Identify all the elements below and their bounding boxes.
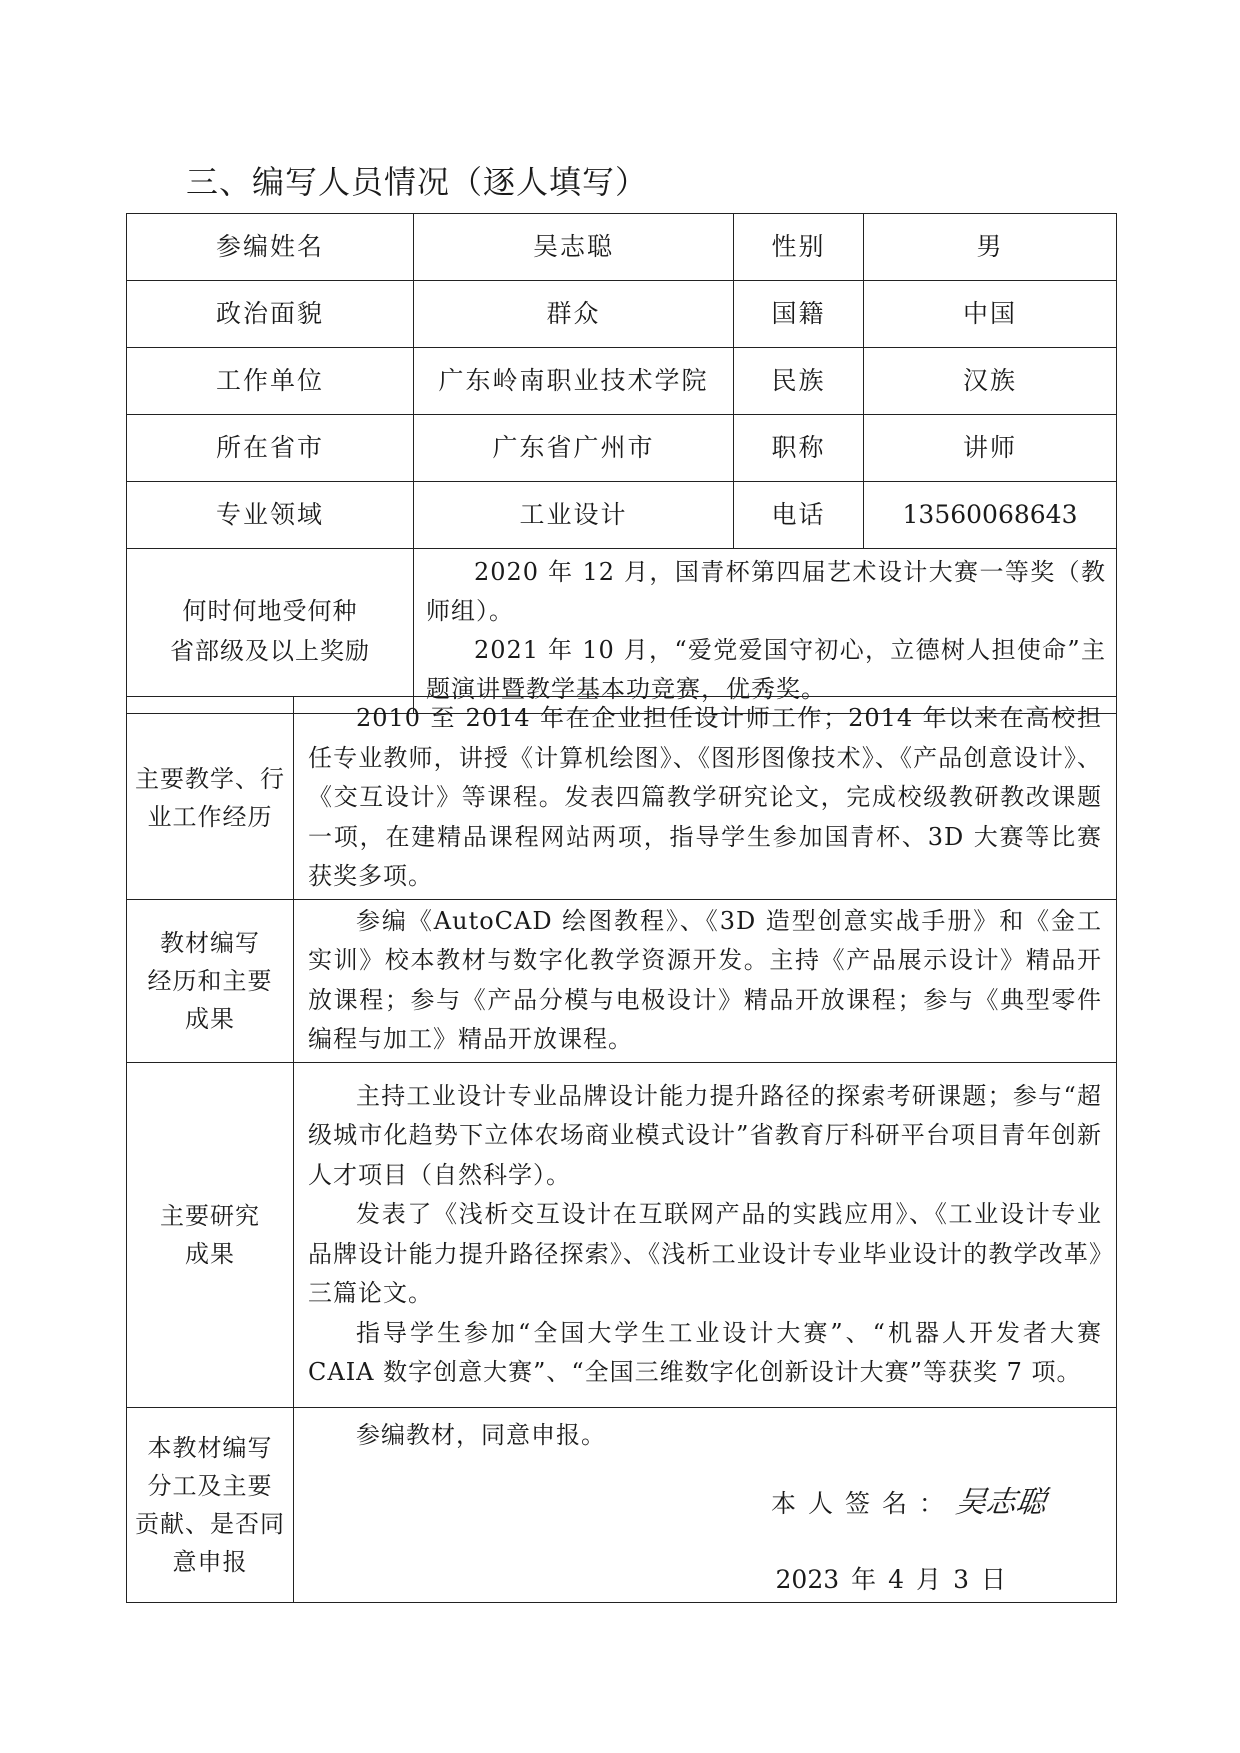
table-row	[127, 348, 1117, 415]
awards-paragraph: 2021 年 10 月，“爱党爱国守初心，立德树人担使命”主题演讲暨教学基本功竞赛，优秀奖。	[426, 636, 1106, 703]
gender-label: 性别	[734, 214, 864, 281]
employer-value: 广东岭南职业技术学院	[414, 348, 734, 415]
declaration-row	[127, 1407, 1117, 1603]
table-row	[127, 214, 1117, 281]
research-paragraph: 指导学生参加“全国大学生工业设计大赛”、“机器人开发者大赛 CAIA 数字创意大赛”、“全国三维数字化创新设计大赛”等获奖 7 项。	[308, 1318, 1102, 1386]
nationality-label: 国籍	[734, 281, 864, 348]
experience-content	[294, 697, 1117, 900]
awards-content	[414, 549, 1117, 714]
declaration-label-line: 分工及主要	[147, 1471, 273, 1500]
research-label-line: 主要研究	[160, 1201, 260, 1230]
textbook-label-line: 成果	[185, 1004, 235, 1033]
title-value: 讲师	[864, 415, 1117, 482]
awards-row	[127, 549, 1117, 714]
awards-label	[127, 549, 414, 714]
section-title: 三、编写人员情况（逐人填写）	[186, 163, 649, 201]
date-year-unit: 年	[851, 1565, 877, 1594]
phone-value: 13560068643	[864, 482, 1117, 549]
research-row	[127, 1062, 1117, 1407]
province-city-label: 所在省市	[127, 415, 414, 482]
ethnicity-label: 民族	[734, 348, 864, 415]
awards-label-line: 省部级及以上奖励	[170, 637, 370, 665]
declaration-statement: 参编教材，同意申报。	[356, 1420, 606, 1449]
field-value: 工业设计	[414, 482, 734, 549]
date-line	[308, 1560, 1102, 1600]
table-row	[127, 281, 1117, 348]
declaration-label-line: 贡献、是否同	[135, 1509, 285, 1538]
textbook-paragraph: 参编《AutoCAD 绘图教程》、《3D 造型创意实战手册》和《金工实训》校本教材与数字化教学资源开发。主持《产品展示设计》精品开放课程；参与《产品分模与电极设计》精品开放课程；参与《典型零件编程与加工》精品开放课程。	[308, 906, 1102, 1053]
declaration-label-line: 意申报	[172, 1547, 248, 1576]
experience-paragraph: 2010 至 2014 年在企业担任设计师工作；2014 年以来在高校担任专业教师，讲授《计算机绘图》、《图形图像技术》、《产品创意设计》、《交互设计》等课程。发表四篇教学研究论文，完成校级教研教改课题一项，在建精品课程网站两项，指导学生参加国青杯、3D 大赛等比赛获奖多项。	[308, 704, 1102, 890]
declaration-content	[294, 1407, 1117, 1603]
employer-label: 工作单位	[127, 348, 414, 415]
experience-label-line: 主要教学、行	[135, 764, 285, 793]
nationality-value: 中国	[864, 281, 1117, 348]
experience-row	[127, 697, 1117, 900]
textbook-label-line: 经历和主要	[147, 966, 273, 995]
experience-label	[127, 697, 294, 900]
title-label: 职称	[734, 415, 864, 482]
research-content	[294, 1062, 1117, 1407]
textbook-content	[294, 899, 1117, 1062]
date-day: 3	[953, 1565, 969, 1594]
table-row	[127, 482, 1117, 549]
date-month-unit: 月	[916, 1565, 942, 1594]
signature-line	[308, 1483, 1102, 1524]
details-table	[126, 696, 1117, 1603]
signature-label: 本人签名：	[770, 1489, 956, 1518]
handwritten-signature: 吴志聪	[953, 1485, 1049, 1520]
textbook-row	[127, 899, 1117, 1062]
experience-label-line: 业工作经历	[147, 802, 273, 831]
awards-paragraph: 2020 年 12 月，国青杯第四届艺术设计大赛一等奖（教师组）。	[426, 558, 1106, 625]
field-label: 专业领域	[127, 482, 414, 549]
political-status-value: 群众	[414, 281, 734, 348]
province-city-value: 广东省广州市	[414, 415, 734, 482]
textbook-label-line: 教材编写	[160, 928, 260, 957]
date-year: 2023	[775, 1565, 840, 1594]
table-row	[127, 415, 1117, 482]
date-month: 4	[888, 1565, 905, 1594]
gender-value: 男	[864, 214, 1117, 281]
phone-label: 电话	[734, 482, 864, 549]
declaration-label-line: 本教材编写	[147, 1433, 273, 1462]
textbook-label	[127, 899, 294, 1062]
name-label: 参编姓名	[127, 214, 414, 281]
ethnicity-value: 汉族	[864, 348, 1117, 415]
research-label-line: 成果	[185, 1239, 235, 1268]
date-day-unit: 日	[980, 1565, 1006, 1594]
research-paragraph: 主持工业设计专业品牌设计能力提升路径的探索考研课题；参与“超级城市化趋势下立体农场商业模式设计”省教育厅科研平台项目青年创新人才项目（自然科学）。	[308, 1081, 1102, 1189]
basic-info-table	[126, 213, 1117, 714]
name-value: 吴志聪	[414, 214, 734, 281]
research-paragraph: 发表了《浅析交互设计在互联网产品的实践应用》、《工业设计专业品牌设计能力提升路径探索》、《浅析工业设计专业毕业设计的教学改革》三篇论文。	[308, 1200, 1102, 1307]
research-label	[127, 1062, 294, 1407]
awards-label-line: 何时何地受何种	[182, 597, 358, 625]
declaration-label	[127, 1407, 294, 1603]
political-status-label: 政治面貌	[127, 281, 414, 348]
